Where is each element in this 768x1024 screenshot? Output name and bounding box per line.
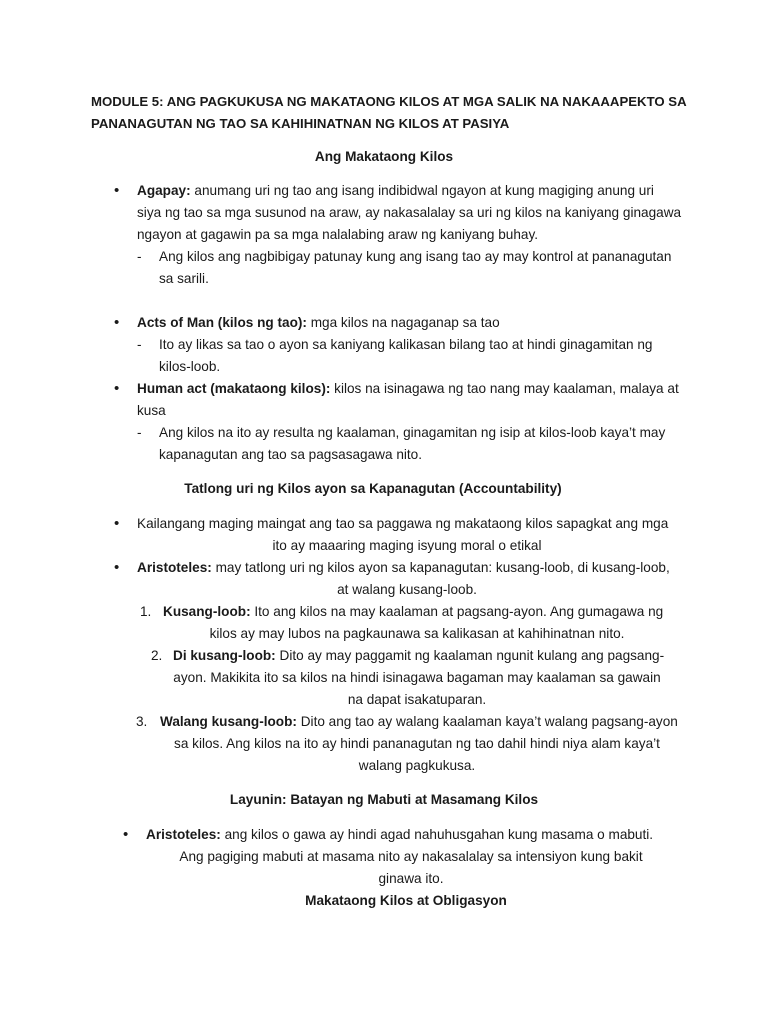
walang-kusang-loob-definition-start: Dito ang tao ay walang kaalaman kaya’t walang pagsang-ayon [296,714,678,729]
di-kusang-loob-line-3: na dapat isakatuparan. [347,692,487,707]
agapay-term: Agapay: [137,183,191,198]
human-act-line-1 [137,378,679,400]
walang-kusang-loob-line-2: sa kilos. Ang kilos na ito ay hindi pananagutan ng tao dahil hindi niya alam kaya’t [174,736,660,751]
acts-sub-line-2: kilos-loob. [159,359,221,374]
walang-kusang-loob-line-3: walang pagkukusa. [358,758,476,773]
agapay-line-2: siya ng tao sa mga susunod na araw, ay nakasalalay sa uri ng kilos na kaniyang ginagawa [137,205,682,220]
kusang-loob-term: Kusang-loob: [163,604,251,619]
bullet-marker: • [114,314,120,331]
layunin-aristoteles-line-1 [146,824,653,846]
layunin-aristoteles-definition-start: ang kilos o gawa ay hindi agad nahuhusgahan kung masama o mabuti. [220,827,654,842]
di-kusang-loob-line-1 [173,645,664,667]
di-kusang-loob-line-2: ayon. Makikita ito sa kilos na hindi isinagawa bagaman may kaalaman sa gawain [173,670,661,685]
bullet-marker: • [114,559,120,576]
aristoteles-definition-start: may tatlong uri ng kilos ayon sa kapanagutan: kusang-loob, di kusang-loob, [211,560,670,575]
layunin-aristoteles-line-2: Ang pagiging mabuti at masama nito ay nakasalalay sa intensiyon kung bakit [179,849,643,864]
kusang-loob-line-1 [163,601,663,623]
kailangang-line-2: ito ay maaaring maging isyung moral o etikal [272,538,542,553]
di-kusang-loob-term: Di kusang-loob: [173,648,276,663]
module-title-line-1: MODULE 5: ANG PAGKUKUSA NG MAKATAONG KILOS AT MGA SALIK NA NAKAAAPEKTO SA [91,94,687,109]
list-number-3: 3. [136,714,148,729]
bullet-marker: • [114,380,120,397]
kusang-loob-line-2: kilos ay may lubos na pagkaunawa sa kalikasan at kahihinatnan nito. [209,626,625,641]
human-sub-line-1: Ang kilos na ito ay resulta ng kaalaman, ginagamitan ng isip at kilos-loob kaya’t may [159,425,666,440]
section-heading-layunin: Layunin: Batayan ng Mabuti at Masamang Kilos [229,792,539,807]
agapay-sub-line-2: sa sarili. [159,271,209,286]
kusang-loob-definition-start: Ito ang kilos na may kaalaman at pagsang-ayon. Ang gumagawa ng [250,604,664,619]
agapay-definition-start: anumang uri ng tao ang isang indibidwal ngayon at kung magiging anung uri [190,183,654,198]
dash-marker: - [137,425,142,440]
acts-of-man-definition: mga kilos na nagaganap sa tao [306,315,500,330]
walang-kusang-loob-line-1 [160,711,678,733]
walang-kusang-loob-term: Walang kusang-loob: [160,714,297,729]
agapay-sub-line-1: Ang kilos ang nagbibigay patunay kung ang isang tao ay may kontrol at pananagutan [159,249,672,264]
bullet-marker: • [114,182,120,199]
bullet-marker: • [123,826,129,843]
section-heading-makataong-kilos: Ang Makataong Kilos [314,149,454,164]
list-number-2: 2. [151,648,163,663]
aristoteles-line-1 [137,557,670,579]
acts-of-man-term: Acts of Man (kilos ng tao): [137,315,307,330]
acts-of-man-line [137,312,500,334]
section-heading-tatlong-uri: Tatlong uri ng Kilos ayon sa Kapanagutan (Accountability) [184,481,562,496]
di-kusang-loob-definition-start: Dito ay may paggamit ng kaalaman ngunit kulang ang pagsang- [275,648,665,663]
aristoteles-term: Aristoteles: [137,560,212,575]
section-heading-obligasyon: Makataong Kilos at Obligasyon [305,893,507,908]
human-act-definition-start: kilos na isinagawa ng tao nang may kaalaman, malaya at [330,381,679,396]
agapay-line-3: ngayon at gagawin pa sa mga nalalabing araw ng kaniyang buhay. [137,227,539,242]
acts-sub-line-1: Ito ay likas sa tao o ayon sa kaniyang kalikasan bilang tao at hindi ginagamitan ng [159,337,653,352]
dash-marker: - [137,337,142,352]
list-number-1: 1. [140,604,152,619]
bullet-marker: • [114,515,120,532]
human-act-term: Human act (makataong kilos): [137,381,331,396]
layunin-aristoteles-term: Aristoteles: [146,827,221,842]
human-sub-line-2: kapanagutan ang tao sa pagsasagawa nito. [159,447,423,462]
kailangang-line-1: Kailangang maging maingat ang tao sa paggawa ng makataong kilos sapagkat ang mga [137,516,669,531]
module-title-line-2: PANANAGUTAN NG TAO SA KAHIHINATNAN NG KILOS AT PASIYA [91,116,510,131]
aristoteles-line-2: at walang kusang-loob. [337,582,477,597]
dash-marker: - [137,249,142,264]
human-act-line-2: kusa [137,403,166,418]
layunin-aristoteles-line-3: ginawa ito. [378,871,444,886]
agapay-line-1 [137,180,654,202]
